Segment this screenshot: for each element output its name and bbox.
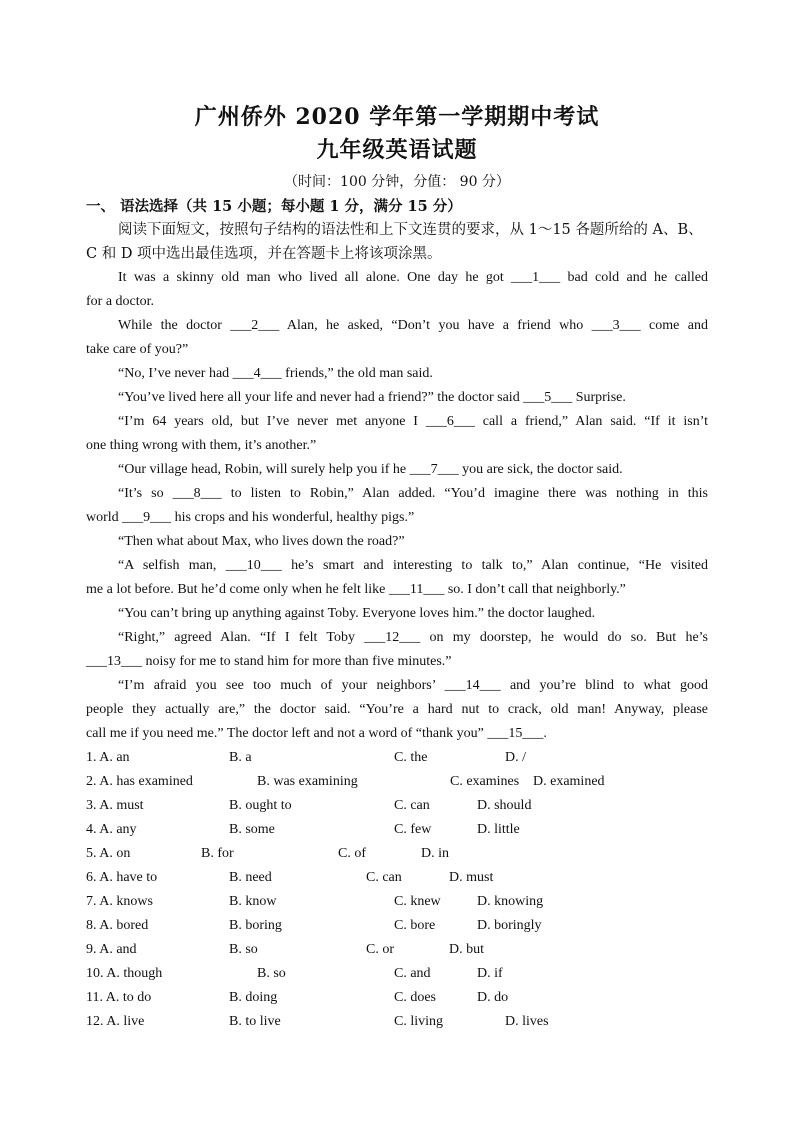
passage-line: “It’s so ___8___ to listen to Robin,” Alan added. “You’d imagine there was nothing in this	[118, 486, 708, 501]
passage-line: take care of you?”	[86, 342, 189, 357]
section-heading: 一、 语法选择（共 15 小题；每小题 1 分，满分 15 分）	[86, 198, 462, 215]
question-option-a: 4. A. any	[86, 822, 137, 837]
question-option-d: D. must	[449, 870, 494, 885]
question-option-c: C. living	[394, 1014, 444, 1029]
question-option-a: 3. A. must	[86, 798, 144, 813]
passage-line: It was a skinny old man who lived all alone. One day he got ___1___ bad cold and he called	[118, 270, 708, 285]
question-option-a: 5. A. on	[86, 846, 131, 861]
passage-line: “A selfish man, ___10___ he’s smart and interesting to talk to,” Alan continue, “He visited	[118, 558, 708, 573]
passage-line: “No, I’ve never had ___4___ friends,” the old man said.	[118, 366, 433, 381]
passage-line: While the doctor ___2___ Alan, he asked, “Don’t you have a friend who ___3___ come and	[118, 318, 708, 333]
question-option-c: C. and	[394, 966, 431, 981]
question-option-d: D. but	[449, 942, 484, 957]
question-option-b: B. boring	[229, 918, 282, 933]
passage-line: one thing wrong with them, it’s another.”	[86, 438, 317, 453]
question-option-d: D. should	[477, 798, 532, 813]
question-option-d: D. little	[477, 822, 520, 837]
question-option-d: D. examined	[533, 774, 605, 789]
question-option-d: D. if	[477, 966, 503, 981]
passage-line: “Our village head, Robin, will surely help you if he ___7___ you are sick, the doctor said.	[118, 462, 623, 477]
question-option-c: C. can	[394, 798, 430, 813]
question-option-d: D. /	[505, 750, 526, 765]
question-option-b: B. for	[201, 846, 234, 861]
section-instructions: 阅读下面短文，按照句子结构的语法性和上下文连贯的要求，从 1～15 各题所给的 A、B、C 和 D 项中选出最佳选项，并在答题卡上将该项涂黑。	[86, 222, 703, 262]
question-option-a: 6. A. have to	[86, 870, 158, 885]
question-option-b: B. so	[229, 942, 258, 957]
passage-line: “I’m 64 years old, but I’ve never met anyone I ___6___ call a friend,” Alan said. “If it isn’t	[118, 414, 708, 429]
question-option-c: C. few	[394, 822, 432, 837]
passage-line: world ___9___ his crops and his wonderful, healthy pigs.”	[86, 510, 415, 525]
question-option-a: 2. A. has examined	[86, 774, 193, 789]
question-option-a: 12. A. live	[86, 1014, 145, 1029]
question-option-d: D. knowing	[477, 894, 544, 909]
passage-line: “Right,” agreed Alan. “If I felt Toby ___12___ on my doorstep, he would do so. But he’s	[118, 630, 708, 645]
question-option-c: C. the	[394, 750, 428, 765]
question-option-d: D. do	[477, 990, 509, 1005]
passage-line: “Then what about Max, who lives down the road?”	[118, 534, 405, 549]
question-option-a: 8. A. bored	[86, 918, 149, 933]
question-option-a: 11. A. to do	[86, 990, 152, 1005]
question-option-b: B. a	[229, 750, 252, 765]
question-option-b: B. so	[257, 966, 286, 981]
question-option-a: 9. A. and	[86, 942, 137, 957]
question-option-a: 7. A. knows	[86, 894, 153, 909]
exam-subtitle: 九年级英语试题	[316, 137, 478, 163]
question-option-d: D. boringly	[477, 918, 542, 933]
question-option-b: B. some	[229, 822, 275, 837]
question-option-c: C. examines	[450, 774, 520, 789]
question-option-c: C. can	[366, 870, 402, 885]
exam-meta: （时间：100 分钟，分值： 90 分）	[284, 174, 510, 190]
question-option-c: C. knew	[394, 894, 441, 909]
passage-line: people they actually are,” the doctor said. “You’re a hard nut to crack, old man! Anyway, please	[86, 702, 708, 717]
passage-line: me a lot before. But he’d come only when he felt like ___11___ so. I don’t call that neighborly.”	[86, 582, 626, 597]
question-option-d: D. lives	[505, 1014, 549, 1029]
passage-line: ___13___ noisy for me to stand him for more than five minutes.”	[86, 654, 452, 669]
passage-line: “You’ve lived here all your life and never had a friend?” the doctor said ___5___ Surprise.	[118, 390, 626, 405]
question-option-a: 1. A. an	[86, 750, 130, 765]
exam-title: 广州侨外 2020 学年第一学期期中考试	[194, 104, 600, 130]
question-option-c: C. bore	[394, 918, 436, 933]
passage-line: call me if you need me.” The doctor left and not a word of “thank you” ___15___.	[86, 726, 547, 741]
question-option-b: B. ought to	[229, 798, 292, 813]
question-option-a: 10. A. though	[86, 966, 163, 981]
question-option-b: B. was examining	[257, 774, 358, 789]
passage-line: “You can’t bring up anything against Toby. Everyone loves him.” the doctor laughed.	[118, 606, 596, 621]
passage-line: for a doctor.	[86, 294, 155, 309]
question-option-b: B. need	[229, 870, 272, 885]
question-option-c: C. does	[394, 990, 436, 1005]
question-option-c: C. or	[366, 942, 394, 957]
question-option-b: B. doing	[229, 990, 278, 1005]
question-option-b: B. to live	[229, 1014, 281, 1029]
passage-line: “I’m afraid you see too much of your neighbors’ ___14___ and you’re blind to what good	[118, 678, 708, 693]
question-option-d: D. in	[421, 846, 449, 861]
question-option-b: B. know	[229, 894, 277, 909]
question-option-c: C. of	[338, 846, 366, 861]
